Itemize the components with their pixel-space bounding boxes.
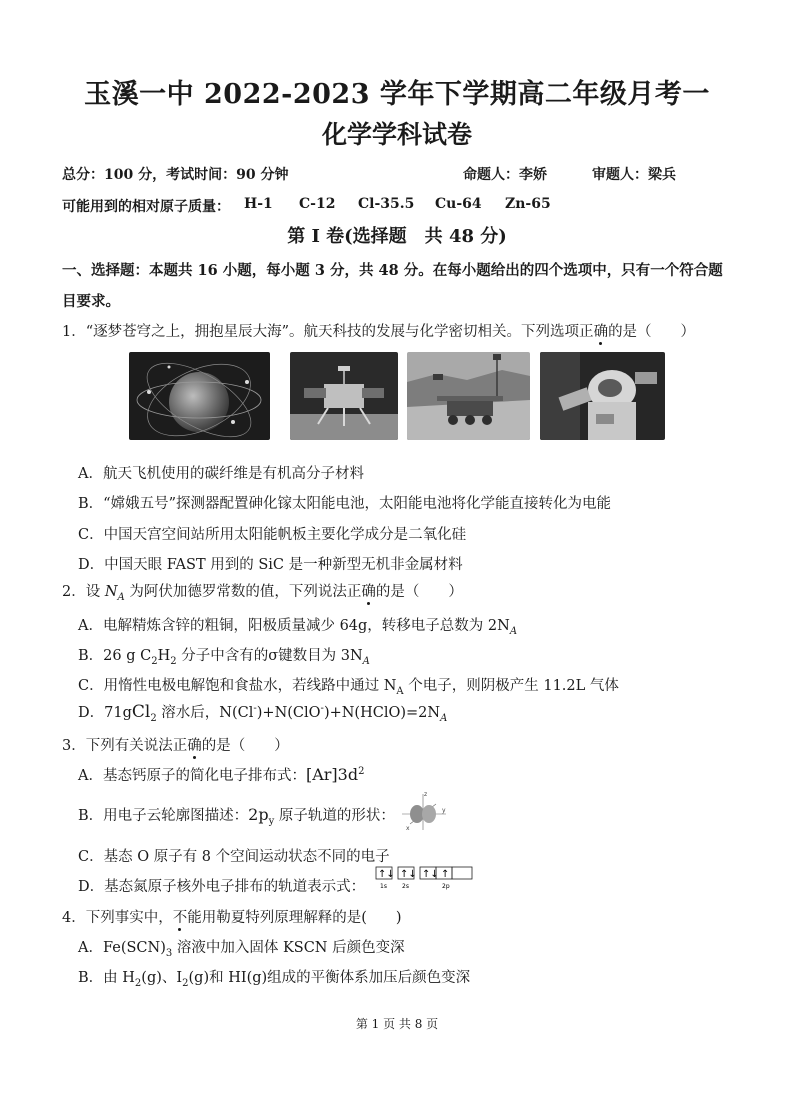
q3-option-b: B．用电子云轮廓图描述：$2p_y$ 原子轨道的形状： bbox=[78, 805, 395, 827]
q2-option-d: D．71gCl$_2$ 溶水后，$N(Cl^-)+N(ClO^-)+N(HClO)=2N_A$ bbox=[78, 702, 448, 724]
q4-option-a: A．$Fe(SCN)_3$ 溶液中加入固体 KSCN 后颜色变深 bbox=[78, 940, 405, 959]
question-2-stem: 2．设 $N_A$ 为阿伏加德罗常数的值，下列说法正确的是（ ） bbox=[62, 584, 463, 603]
exam-title: 玉溪一中 2022-2023 学年下学期高二年级月考一 bbox=[84, 79, 710, 110]
page-footer: 第 1 页 共 8 页 bbox=[355, 1017, 439, 1031]
question-4-stem: 4．下列事实中，不能用勒夏特列原理解释的是( ) bbox=[62, 910, 402, 926]
orbital-diagram bbox=[374, 866, 484, 890]
q1-option-d: D．中国天眼 FAST 用到的 SiC 是一种新型无机非金属材料 bbox=[78, 557, 463, 573]
q4-option-b: B．由 $H_2(g)$、$I_2(g)$和 HI(g)组成的平衡体系加压后颜色变深 bbox=[78, 970, 471, 989]
q2-option-c: C．用惰性电极电解饱和食盐水，若线路中通过 $N_A$ 个电子，则阴极产生 11.2L 气体 bbox=[78, 678, 619, 697]
q2-option-b: B．26 g $C_2H_2$ 分子中含有的σ键数目为 $3N_A$ bbox=[78, 648, 370, 667]
question-1-stem: 1．“逐梦苍穹之上，拥抱星辰大海”。航天科技的发展与化学密切相关。下列选项正确的是（ ） bbox=[62, 324, 696, 340]
section-title: 第 I 卷(选择题 共 48 分) bbox=[287, 226, 507, 247]
q3-option-d: D．基态氮原子核外电子排布的轨道表示式： bbox=[78, 879, 366, 895]
svg-text:↑↓: ↑↓ bbox=[378, 869, 395, 880]
score-time: 总分：100 分，考试时间：90 分钟 bbox=[62, 167, 289, 183]
orbital-label-2p: 2p bbox=[442, 883, 450, 890]
atomic-mass-h: H-1 bbox=[244, 196, 273, 212]
axis-label-x: x bbox=[406, 825, 410, 832]
orbital-label-2s: 2s bbox=[402, 883, 409, 890]
atomic-mass-cu: Cu-64 bbox=[435, 196, 482, 212]
lunar-lander-photo bbox=[290, 352, 398, 440]
axis-label-y: y bbox=[442, 807, 446, 814]
q3-option-a: A．基态钙原子的简化电子排布式：$[Ar]3d^2$ bbox=[78, 765, 365, 784]
p-orbital-figure bbox=[398, 790, 448, 834]
atomic-mass-label: 可能用到的相对原子质量： bbox=[62, 199, 230, 215]
svg-text:↑: ↑ bbox=[441, 869, 450, 880]
question-3-stem: 3．下列有关说法正确的是（ ） bbox=[62, 738, 289, 754]
axis-label-z: z bbox=[424, 791, 428, 798]
earth-orbit-photo bbox=[129, 352, 270, 440]
q1-option-a: A．航天飞机使用的碳纤维是有机高分子材料 bbox=[78, 466, 364, 482]
q3-option-c: C．基态 O 原子有 8 个空间运动状态不同的电子 bbox=[78, 849, 390, 865]
q2-option-a: A．电解精炼含锌的粗铜，阳极质量减少 64g，转移电子总数为 $2N_A$ bbox=[78, 618, 518, 637]
reviewer: 审题人：梁兵 bbox=[592, 167, 676, 183]
astronaut-photo bbox=[540, 352, 665, 440]
q1-option-c: C．中国天宫空间站所用太阳能帆板主要化学成分是二氧化硅 bbox=[78, 527, 467, 543]
orbital-label-1s: 1s bbox=[380, 883, 387, 890]
exam-subtitle: 化学学科试卷 bbox=[321, 120, 472, 149]
author: 命题人：李娇 bbox=[463, 167, 547, 183]
atomic-mass-zn: Zn-65 bbox=[505, 196, 551, 212]
atomic-mass-cl: Cl-35.5 bbox=[358, 196, 415, 212]
svg-text:↑↓: ↑↓ bbox=[422, 869, 439, 880]
mars-rover-photo bbox=[407, 352, 530, 440]
q1-option-b: B．“嫦娥五号”探测器配置砷化镓太阳能电池，太阳能电池将化学能直接转化为电能 bbox=[78, 496, 611, 512]
svg-text:↑↓: ↑↓ bbox=[400, 869, 417, 880]
instructions-line1: 一、选择题：本题共 16 小题，每小题 3 分，共 48 分。在每小题给出的四个选项中，只有一个符合题 bbox=[62, 262, 723, 279]
instructions-line2: 目要求。 bbox=[62, 293, 120, 310]
atomic-mass-c: C-12 bbox=[299, 196, 336, 212]
